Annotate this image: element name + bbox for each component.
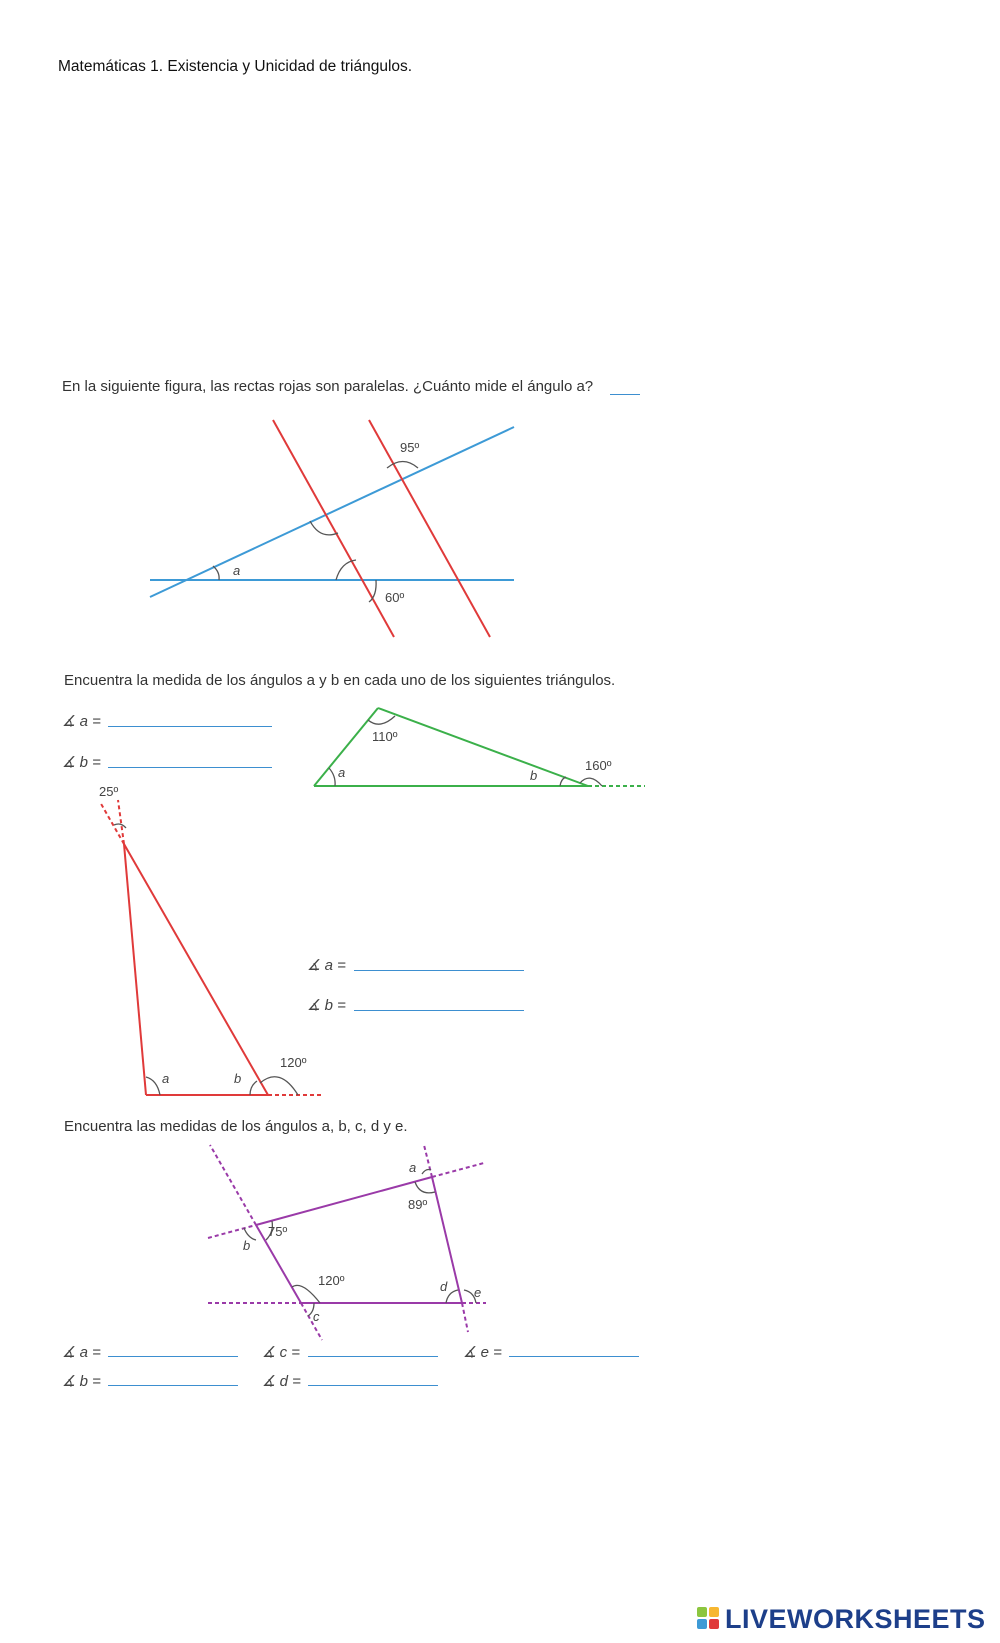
purple-extension-right-top xyxy=(424,1145,432,1177)
liveworksheets-wordmark: LIVEWORKSHEETS xyxy=(725,1603,986,1634)
red-angle-25-label: 25º xyxy=(99,784,119,799)
red-angle-b-label: b xyxy=(234,1071,242,1086)
red-triangle-side-left xyxy=(124,844,146,1095)
angle-60-arc xyxy=(369,580,376,602)
liveworksheets-logo-icon xyxy=(697,1607,721,1631)
q2-t1-angle-a-answer[interactable] xyxy=(108,726,272,727)
red-angle-25-arc xyxy=(114,824,126,828)
q2-t2-angle-b-answer[interactable] xyxy=(354,1010,524,1011)
purple-angle-120-label: 120º xyxy=(318,1273,345,1288)
page-title: Matemáticas 1. Existencia y Unicidad de triángulos. xyxy=(58,58,413,75)
q2-t1-angle-b-label: ∡ b = xyxy=(62,754,101,771)
red-angle-a-arc xyxy=(146,1077,160,1095)
q3-angle-e-answer[interactable] xyxy=(509,1356,639,1357)
q3-angle-a-label: ∡ a = xyxy=(62,1344,101,1361)
purple-angle-e-label: e xyxy=(474,1285,482,1300)
red-parallel-line-left xyxy=(273,420,394,637)
green-angle-a-arc xyxy=(329,768,335,786)
purple-extension-top-right xyxy=(432,1163,484,1177)
liveworksheets-brand[interactable] xyxy=(697,1604,986,1634)
q3-angle-a-answer[interactable] xyxy=(108,1356,238,1357)
green-angle-110-label: 110º xyxy=(372,729,398,744)
q3-angle-d-answer[interactable] xyxy=(308,1385,438,1386)
q2-t1-angle-a-label: ∡ a = xyxy=(62,713,101,730)
q3-angle-e-label: ∡ e = xyxy=(463,1344,502,1361)
q1-angle-95-label: 95º xyxy=(400,440,420,455)
q3-angle-d-label: ∡ d = xyxy=(262,1373,301,1390)
purple-extension-right-bottom xyxy=(462,1303,468,1332)
purple-extension-left-top xyxy=(210,1145,256,1225)
question-1-prompt: En la siguiente figura, las rectas rojas son paralelas. ¿Cuánto mide el ángulo a? xyxy=(62,378,594,395)
q1-angle-a-label: a xyxy=(233,563,241,578)
question-2-prompt: Encuentra la medida de los ángulos a y b en cada uno de los siguientes triángulos. xyxy=(64,672,616,689)
red-angle-b-arc xyxy=(250,1081,257,1095)
q3-angle-c-label: ∡ c = xyxy=(262,1344,301,1361)
red-triangle-side-right xyxy=(124,844,268,1095)
q3-angle-b-answer[interactable] xyxy=(108,1385,238,1386)
red-angle-120-label: 120º xyxy=(280,1055,307,1070)
q2-t2-angle-a-label: ∡ a = xyxy=(307,957,346,974)
q2-t2-angle-a-answer[interactable] xyxy=(354,970,524,971)
green-angle-160-label: 160º xyxy=(585,758,612,773)
purple-angle-d-arc xyxy=(446,1290,458,1303)
green-angle-b-label: b xyxy=(530,768,538,783)
question-3-prompt: Encuentra las medidas de los ángulos a, b, c, d y e. xyxy=(64,1118,408,1135)
q2-t2-angle-b-label: ∡ b = xyxy=(307,997,346,1014)
purple-angle-a-label: a xyxy=(409,1160,417,1175)
purple-angle-89-label: 89º xyxy=(408,1197,428,1212)
green-angle-110-arc xyxy=(368,716,395,724)
green-angle-a-label: a xyxy=(338,765,346,780)
q2-t1-angle-b-answer[interactable] xyxy=(108,767,272,768)
green-triangle-side-top xyxy=(378,708,588,786)
q3-angle-c-answer[interactable] xyxy=(308,1356,438,1357)
red-angle-a-label: a xyxy=(162,1071,170,1086)
purple-angle-a-arc xyxy=(422,1170,431,1175)
purple-angle-b-label: b xyxy=(243,1238,251,1253)
q3-angle-b-label: ∡ b = xyxy=(62,1373,101,1390)
purple-angle-c-label: c xyxy=(313,1309,320,1324)
purple-angle-75-label: 75º xyxy=(268,1224,288,1239)
purple-side-top xyxy=(256,1177,432,1225)
purple-angle-d-label: d xyxy=(440,1279,448,1294)
q1-angle-60-label: 60º xyxy=(385,590,405,605)
purple-angle-89-arc xyxy=(415,1182,435,1193)
blue-transversal-line xyxy=(150,427,514,597)
